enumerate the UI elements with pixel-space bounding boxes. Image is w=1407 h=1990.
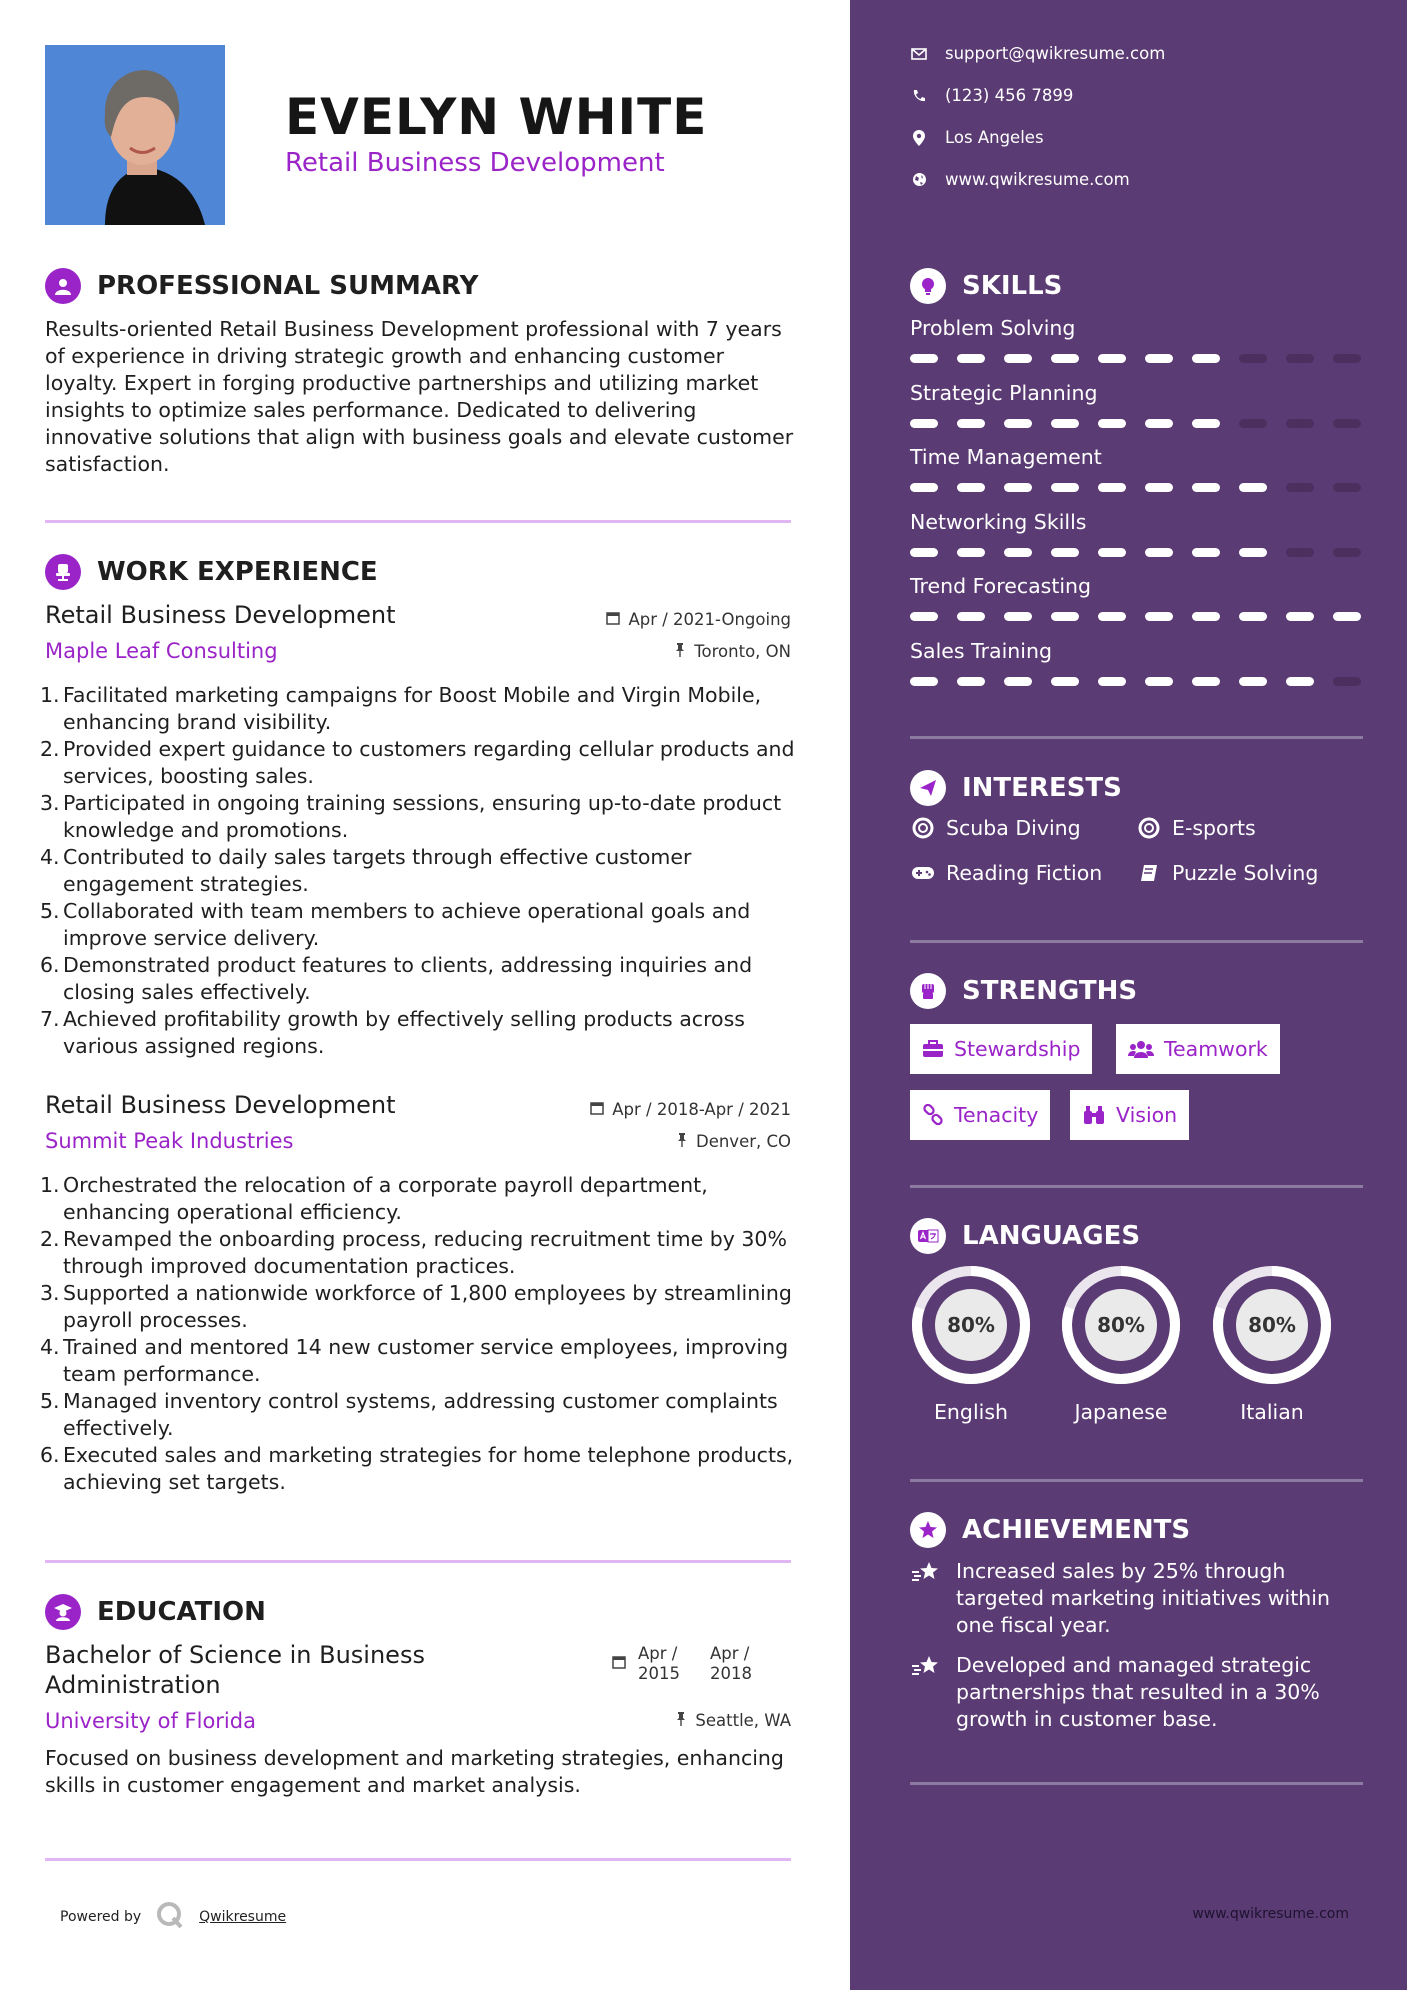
- skill-level-dash: [1004, 354, 1032, 363]
- job-dates-text: Apr / 2021-Ongoing: [628, 610, 791, 629]
- skill-level-dash: [1098, 483, 1126, 492]
- strengths-heading: STRENGTHS: [962, 976, 1138, 1006]
- summary-heading: PROFESSIONAL SUMMARY: [97, 271, 479, 301]
- skill-level-dash: [1004, 483, 1032, 492]
- calendar-icon: [606, 610, 620, 629]
- language-ring: [910, 1264, 1032, 1386]
- skill-level-dash: [1333, 419, 1361, 428]
- section-divider: [910, 1782, 1363, 1785]
- job-location-text: Toronto, ON: [694, 642, 791, 661]
- candidate-title: Retail Business Development: [285, 148, 665, 178]
- shooting-star-icon: [910, 1558, 946, 1639]
- list-item: 3. Supported a nationwide workforce of 1,800 employees by streamlining payroll processes.: [40, 1281, 792, 1332]
- star-badge-icon: [910, 1512, 946, 1548]
- skill-level-dash: [1004, 612, 1032, 621]
- skill-level-dash: [1098, 677, 1126, 686]
- job-location: [676, 1132, 791, 1151]
- strength-chip: Tenacity: [910, 1090, 1050, 1140]
- language-percent: 80%: [947, 1313, 995, 1337]
- section-divider: [910, 1185, 1363, 1188]
- list-item: 5. Collaborated with team members to achieve operational goals and improve service delivery.: [40, 899, 751, 950]
- skill-level-bar: [910, 548, 1361, 557]
- list-item: 1. Facilitated marketing campaigns for Boost Mobile and Virgin Mobile, enhancing brand visibility.: [40, 683, 762, 734]
- section-divider: [910, 1479, 1363, 1482]
- experience-heading: WORK EXPERIENCE: [97, 557, 378, 587]
- skill-level-dash: [1051, 677, 1079, 686]
- skill-level-dash: [1051, 354, 1079, 363]
- language-name: English: [933, 1400, 1009, 1424]
- skill-level-dash: [1286, 612, 1314, 621]
- section-divider: [45, 1858, 791, 1861]
- education-start: Apr / 2015: [638, 1644, 680, 1683]
- achievements-heading: ACHIEVEMENTS: [962, 1515, 1191, 1545]
- paper-plane-icon: [910, 770, 946, 806]
- profile-photo: [45, 45, 225, 225]
- skill-level-dash: [910, 354, 938, 363]
- language-item: [1211, 1264, 1333, 1424]
- strengths-heading-row: [910, 973, 1137, 1009]
- section-divider: [910, 940, 1363, 943]
- skill-level-dash: [910, 677, 938, 686]
- job-location: [674, 642, 791, 661]
- skill-level-dash: [1145, 354, 1173, 363]
- skill-level-dash: [1239, 677, 1267, 686]
- skill-level-dash: [1286, 419, 1314, 428]
- list-item: 2. Provided expert guidance to customers regarding cellular products and services, boosting sales.: [40, 737, 795, 788]
- contact-location-text: Los Angeles: [945, 128, 1044, 147]
- list-item: 4. Trained and mentored 14 new customer service employees, improving team performance.: [40, 1335, 789, 1386]
- skill-level-dash: [1192, 548, 1220, 557]
- achievement-item: Developed and managed strategic partnerships that resulted in a 30% growth in customer base.: [910, 1652, 1370, 1733]
- languages-heading: LANGUAGES: [962, 1221, 1141, 1251]
- binoculars-icon: [1082, 1105, 1106, 1125]
- skill-level-dash: [1145, 548, 1173, 557]
- skill-level-dash: [1192, 483, 1220, 492]
- education-location-text: Seattle, WA: [695, 1711, 791, 1730]
- contact-phone[interactable]: [910, 86, 1073, 105]
- skill-level-bar: [910, 354, 1361, 363]
- skill-level-dash: [1239, 548, 1267, 557]
- skill-level-dash: [910, 419, 938, 428]
- briefcase-icon: [922, 1040, 944, 1058]
- skill-level-dash: [1098, 548, 1126, 557]
- skill-level-dash: [1192, 354, 1220, 363]
- skill-level-bar: [910, 483, 1361, 492]
- map-marker-icon: [910, 130, 928, 146]
- summary-heading-row: [45, 268, 478, 304]
- strength-chip: Vision: [1070, 1090, 1189, 1140]
- language-ring: [1060, 1264, 1182, 1386]
- job-dates: [590, 1100, 791, 1119]
- education-description: Focused on business development and marketing strategies, enhancing skills in customer engagement and market analysis.: [45, 1746, 784, 1797]
- qwikresume-link[interactable]: Qwikresume: [199, 1909, 287, 1925]
- interest-item: Puzzle Solving: [1136, 861, 1318, 885]
- chair-icon: [45, 554, 81, 590]
- contact-email-text: support@qwikresume.com: [945, 44, 1166, 63]
- section-divider: [45, 1560, 791, 1563]
- summary-text: Results-oriented Retail Business Development professional with 7 years of experience in driving strategic growth and enhancing customer loyalty. Expert in forging productive partnerships and utilizing market insights to optimize sales performance. Dedicated to delivering innovative solutions that align with business goals and elevate customer satisfaction.: [45, 317, 794, 476]
- skill-level-dash: [1192, 677, 1220, 686]
- experience-heading-row: [45, 554, 378, 590]
- skill-level-dash: [1239, 354, 1267, 363]
- skill-level-bar: [910, 419, 1361, 428]
- education-heading: EDUCATION: [97, 1597, 266, 1627]
- qwikresume-logo-icon: [155, 1900, 185, 1934]
- language-item: [1060, 1264, 1182, 1424]
- job-location-text: Denver, CO: [695, 1132, 791, 1151]
- skills-heading-row: [910, 268, 1062, 304]
- strength-chip: Stewardship: [910, 1024, 1092, 1074]
- lifebuoy-icon: [1136, 817, 1162, 839]
- section-divider: [910, 736, 1363, 739]
- school-name: University of Florida: [45, 1709, 256, 1733]
- skill-level-dash: [910, 612, 938, 621]
- job-title: Retail Business Development: [45, 601, 396, 629]
- powered-by-label: Powered by: [60, 1909, 142, 1925]
- skill-level-dash: [957, 419, 985, 428]
- book-icon: [1136, 863, 1162, 883]
- skills-heading: SKILLS: [962, 271, 1063, 301]
- envelope-icon: [910, 48, 928, 60]
- skill-level-dash: [1004, 548, 1032, 557]
- skill-level-dash: [910, 483, 938, 492]
- language-item: [910, 1264, 1032, 1424]
- skill-level-dash: [1145, 677, 1173, 686]
- skill-level-dash: [1286, 548, 1314, 557]
- skill-level-dash: [1004, 677, 1032, 686]
- skill-level-dash: [1333, 548, 1361, 557]
- contact-location: [910, 128, 1044, 147]
- contact-email[interactable]: [910, 44, 1165, 63]
- skill-level-bar: [910, 612, 1361, 621]
- phone-icon: [910, 89, 928, 103]
- contact-website-text: www.qwikresume.com: [945, 170, 1130, 189]
- skill-level-dash: [1051, 548, 1079, 557]
- skill-level-dash: [1239, 483, 1267, 492]
- list-item: 1. Orchestrated the relocation of a corporate payroll department, enhancing operational efficiency.: [40, 1173, 708, 1224]
- language-name: Italian: [1240, 1400, 1304, 1424]
- pin-icon: [674, 642, 686, 661]
- skill-level-dash: [1239, 612, 1267, 621]
- skill-name: Problem Solving: [910, 316, 1076, 340]
- skill-level-dash: [957, 612, 985, 621]
- education-heading-row: [45, 1594, 266, 1630]
- list-item: 6. Executed sales and marketing strategies for home telephone products, achieving set targets.: [40, 1443, 794, 1494]
- list-item: 7. Achieved profitability growth by effectively selling products across various assigned regions.: [40, 1007, 745, 1058]
- sidebar: [850, 0, 1407, 1990]
- gamepad-icon: [910, 865, 936, 881]
- globe-icon: [910, 172, 928, 187]
- link-icon: [922, 1104, 944, 1126]
- skill-level-bar: [910, 677, 1361, 686]
- skill-level-dash: [1051, 419, 1079, 428]
- language-ring: [1211, 1264, 1333, 1386]
- education-dates: [612, 1644, 752, 1684]
- shooting-star-icon: [910, 1652, 946, 1733]
- skill-level-dash: [1051, 483, 1079, 492]
- education-end: Apr / 2018: [710, 1644, 752, 1683]
- skill-level-dash: [1145, 483, 1173, 492]
- skill-level-dash: [1004, 419, 1032, 428]
- skill-level-dash: [1098, 612, 1126, 621]
- section-divider: [45, 520, 791, 523]
- interests-heading: INTERESTS: [962, 773, 1122, 803]
- language-name: Japanese: [1074, 1400, 1168, 1424]
- job-title: Retail Business Development: [45, 1091, 396, 1119]
- language-percent: 80%: [1248, 1313, 1296, 1337]
- skill-level-dash: [1192, 612, 1220, 621]
- interest-item: E-sports: [1136, 816, 1256, 840]
- calendar-icon: [612, 1644, 626, 1684]
- job-dates: [606, 610, 791, 629]
- interests-heading-row: [910, 770, 1122, 806]
- translate-icon: [910, 1218, 946, 1254]
- list-item: 2. Revamped the onboarding process, reducing recruitment time by 30% through improved documentation practices.: [40, 1227, 787, 1278]
- list-item: 5. Managed inventory control systems, addressing customer complaints effectively.: [40, 1389, 778, 1440]
- footer-url[interactable]: www.qwikresume.com: [1192, 1906, 1349, 1922]
- language-percent: 80%: [1097, 1313, 1145, 1337]
- interest-item: Reading Fiction: [910, 861, 1102, 885]
- skill-level-dash: [1098, 419, 1126, 428]
- skill-level-dash: [1098, 354, 1126, 363]
- interest-item: Scuba Diving: [910, 816, 1081, 840]
- languages-heading-row: [910, 1218, 1140, 1254]
- skill-level-dash: [957, 548, 985, 557]
- fist-icon: [910, 973, 946, 1009]
- footer-powered: [60, 1900, 286, 1934]
- skill-level-dash: [957, 677, 985, 686]
- candidate-name: EVELYN WHITE: [285, 88, 708, 146]
- skill-level-dash: [1333, 483, 1361, 492]
- job-dates-text: Apr / 2018-Apr / 2021: [612, 1100, 791, 1119]
- job-bullets: [40, 1172, 800, 1496]
- pin-icon: [676, 1132, 688, 1151]
- education-location: [675, 1711, 791, 1730]
- skill-level-dash: [910, 548, 938, 557]
- list-item: 6. Demonstrated product features to clients, addressing inquiries and closing sales effectively.: [40, 953, 753, 1004]
- skill-name: Sales Training: [910, 638, 1052, 663]
- pin-icon: [675, 1711, 687, 1730]
- lifebuoy-icon: [910, 817, 936, 839]
- graduate-icon: [45, 1594, 81, 1630]
- skill-level-dash: [957, 483, 985, 492]
- skill-level-dash: [1145, 612, 1173, 621]
- skill-level-dash: [1239, 419, 1267, 428]
- degree-title: Bachelor of Science in Business Administration: [45, 1641, 425, 1699]
- skill-level-dash: [1286, 354, 1314, 363]
- skill-name: Trend Forecasting: [910, 574, 1092, 598]
- skill-level-dash: [1286, 483, 1314, 492]
- contact-phone-text: (123) 456 7899: [945, 86, 1074, 105]
- list-item: 3. Participated in ongoing training sessions, ensuring up-to-date product knowledge and promotions.: [40, 791, 782, 842]
- achievement-item: Increased sales by 25% through targeted marketing initiatives within one fiscal year.: [910, 1558, 1370, 1639]
- skill-level-dash: [1333, 677, 1361, 686]
- calendar-icon: [590, 1100, 604, 1119]
- skill-level-dash: [1333, 612, 1361, 621]
- skill-name: Time Management: [910, 445, 1102, 469]
- job-company: Summit Peak Industries: [45, 1129, 294, 1153]
- skill-name: Strategic Planning: [910, 380, 1098, 405]
- user-icon: [45, 268, 81, 304]
- skill-name: Networking Skills: [910, 509, 1087, 534]
- skill-level-dash: [1051, 612, 1079, 621]
- contact-website[interactable]: [910, 170, 1130, 189]
- users-icon: [1128, 1039, 1154, 1059]
- skill-level-dash: [1145, 419, 1173, 428]
- job-bullets: [40, 682, 800, 1060]
- skill-level-dash: [1333, 354, 1361, 363]
- list-item: 4. Contributed to daily sales targets through effective customer engagement strategies.: [40, 845, 692, 896]
- achievements-heading-row: [910, 1512, 1190, 1548]
- job-company: Maple Leaf Consulting: [45, 639, 278, 663]
- strength-chip: Teamwork: [1116, 1024, 1280, 1074]
- skill-level-dash: [1192, 419, 1220, 428]
- lightbulb-icon: [910, 268, 946, 304]
- skill-level-dash: [1286, 677, 1314, 686]
- skill-level-dash: [957, 354, 985, 363]
